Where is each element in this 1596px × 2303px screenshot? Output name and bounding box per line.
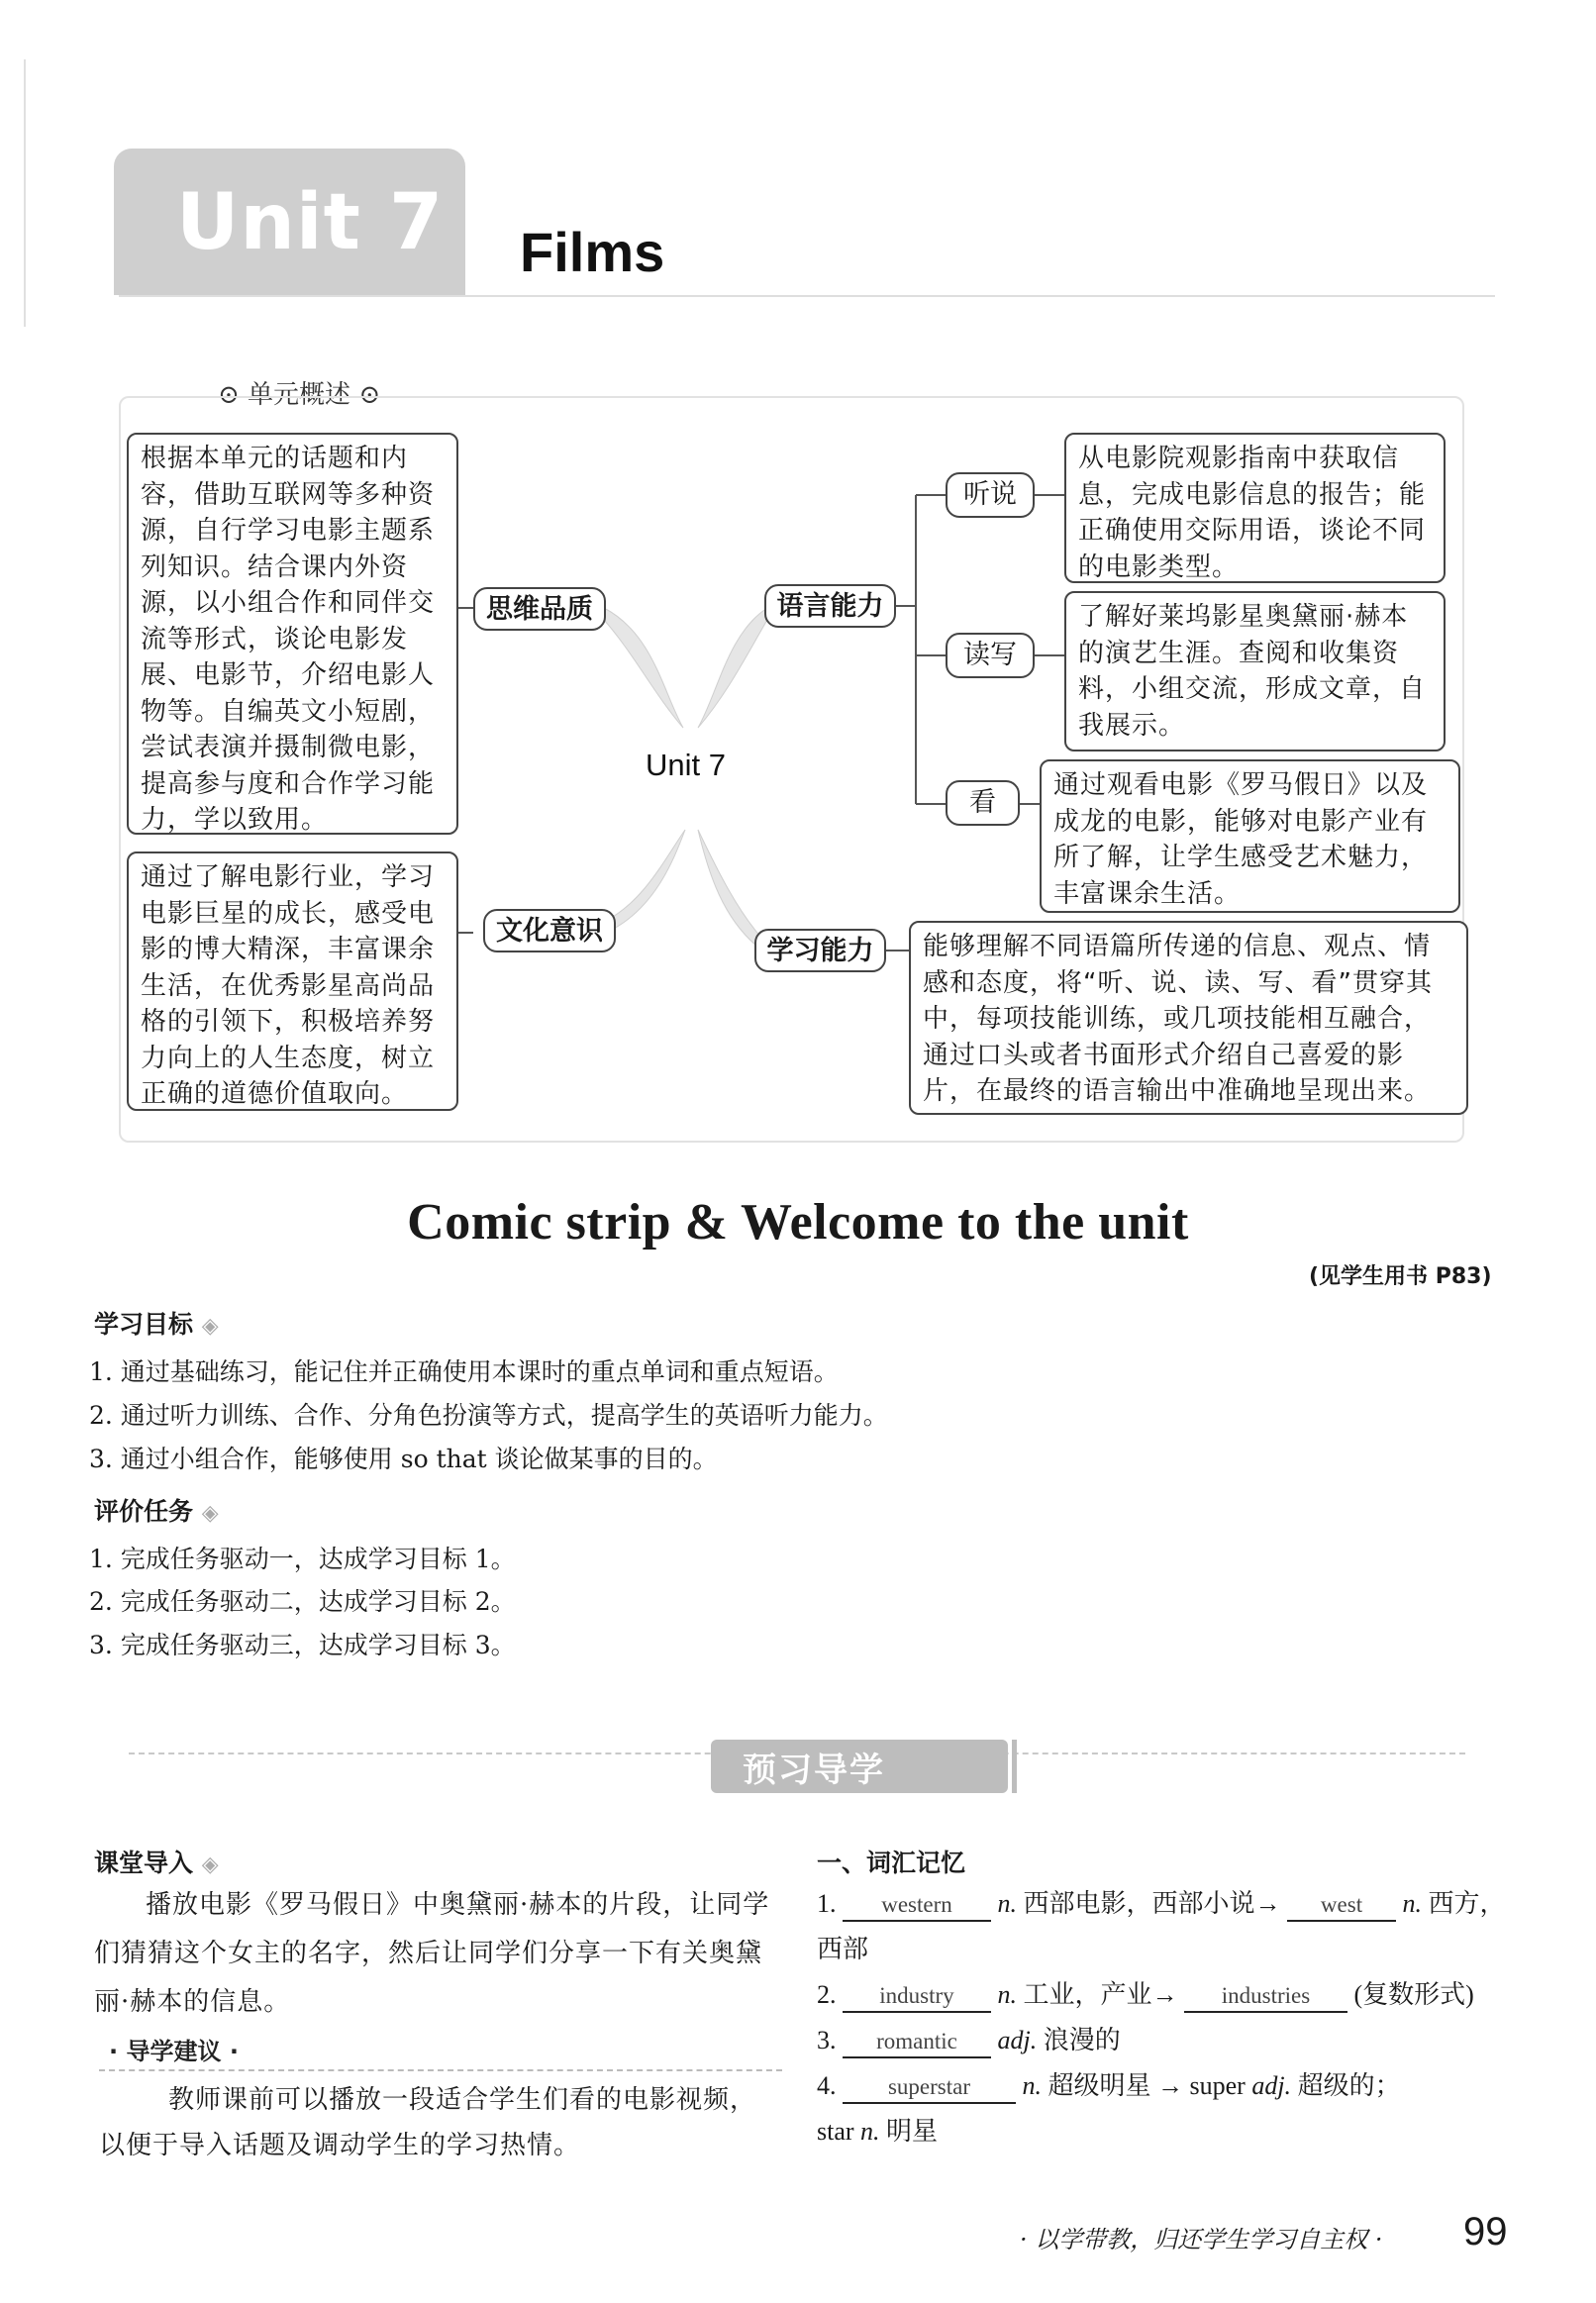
vocab-heading: 一、词汇记忆 (817, 1849, 966, 1877)
tasks-heading: 评价任务 ◈ (94, 1497, 219, 1526)
answer-blank: west (1287, 1890, 1396, 1922)
listen-speak-box: 从电影院观影指南中获取信息，完成电影信息的报告；能正确使用交际用语，谈论不同的电影类型。 (1064, 433, 1446, 583)
node-thinking-quality: 思维品质 (473, 587, 606, 631)
thinking-quality-box: 根据本单元的话题和内容，借助互联网等多种资源，自行学习电影主题系列知识。结合课内外资源，以小组合作和同伴交流等形式，谈论电影发展、电影节，介绍电影人物等。自编英文小短剧，尝试表演并摄制微电影，提高参与度和合作学习能力，学以致用。 (127, 433, 458, 835)
diamond-icon: ◈ (201, 1852, 219, 1877)
banner-tick (1012, 1740, 1017, 1793)
node-learning-ability: 学习能力 (754, 929, 886, 972)
answer-blank: western (843, 1890, 991, 1922)
intro-paragraph: 播放电影《罗马假日》中奥黛丽·赫本的片段，让同学们猜猜这个女主的名字，然后让同学们分享一下有关奥黛丽·赫本的信息。 (94, 1890, 770, 2017)
guide-label: · 导学建议 · (109, 2038, 239, 2065)
diamond-icon: ◈ (201, 1501, 219, 1526)
overview-label: ⊙ 单元概述 ⊙ (218, 380, 381, 410)
node-cultural-awareness: 文化意识 (483, 909, 616, 952)
section-title: Comic strip & Welcome to the unit (407, 1194, 1189, 1251)
branch-shape (698, 830, 762, 951)
goal-item: 2. 通过听力训练、合作、分角色扮演等方式，提高学生的英语听力能力。 (89, 1401, 888, 1430)
diamond-icon: ◈ (201, 1314, 219, 1339)
learning-ability-box: 能够理解不同语篇所传递的信息、观点、情感和态度，将“听、说、读、写、看”贯穿其中，每项技能训练，或几项技能相互融合，通过口头或者书面形式介绍自己喜爱的影片，在最终的语言输出中准确地呈现出来。 (909, 921, 1468, 1115)
goal-item: 1. 通过基础练习，能记住并正确使用本课时的重点单词和重点短语。 (89, 1357, 839, 1386)
branch-shape (604, 608, 683, 728)
unit-title: Films (520, 221, 665, 283)
preview-banner-label: 预习导学 (743, 1751, 885, 1790)
mindmap-center: Unit 7 (646, 748, 726, 782)
goal-item: 3. 通过小组合作，能够使用 so that 谈论做某事的目的。 (89, 1445, 718, 1473)
unit-label: Unit 7 (176, 178, 445, 267)
sub-node-listen-speak: 听说 (946, 472, 1035, 518)
answer-blank: romantic (843, 2027, 991, 2058)
student-book-reference: (见学生用书 P83) (1309, 1264, 1492, 1289)
vocab-item-2: 2. industry n. 工业，产业→ industries (复数形式) (817, 1972, 1510, 2018)
vocab-item-3: 3. romantic adj. 浪漫的 (817, 2018, 1510, 2063)
task-item: 1. 完成任务驱动一，达成学习目标 1。 (89, 1545, 516, 1573)
page-number: 99 (1463, 2210, 1508, 2253)
branch-shape (606, 830, 685, 933)
answer-blank: industry (843, 1981, 991, 2013)
read-write-box: 了解好莱坞影星奥黛丽·赫本的演艺生涯。查阅和收集资料，小组交流，形成文章，自我展示。 (1064, 591, 1446, 751)
goals-heading: 学习目标 ◈ (94, 1310, 219, 1339)
guide-paragraph: 教师课前可以播放一段适合学生们看的电影视频，以便于导入话题及调动学生的学习热情。 (99, 2085, 757, 2160)
task-item: 3. 完成任务驱动三，达成学习目标 3。 (89, 1631, 516, 1659)
guide-divider (99, 2069, 782, 2071)
sub-node-read-write: 读写 (946, 633, 1035, 678)
answer-blank: superstar (843, 2072, 1016, 2104)
task-item: 2. 完成任务驱动二，达成学习目标 2。 (89, 1587, 516, 1616)
node-language-ability: 语言能力 (764, 584, 896, 628)
answer-blank: industries (1184, 1981, 1347, 2013)
cultural-awareness-box: 通过了解电影行业，学习电影巨星的成长，感受电影的博大精深，丰富课余生活，在优秀影星高尚品格的引领下，积极培养努力向上的人生态度，树立正确的道德价值取向。 (127, 851, 458, 1111)
intro-heading: 课堂导入 ◈ (94, 1849, 219, 1877)
vocab-item-1: 1. western n. 西部电影，西部小说→ west n. 西方，西部 (817, 1889, 1506, 1963)
vocab-item-4: 4. superstar n. 超级明星 → super adj. 超级的； star n. 明星 (817, 2071, 1401, 2146)
sub-node-view: 看 (946, 780, 1020, 826)
branch-shape (698, 608, 767, 728)
footer-motto: · 以学带教，归还学生学习自主权 · (1020, 2226, 1383, 2253)
view-box: 通过观看电影《罗马假日》以及成龙的电影，能够对电影产业有所了解，让学生感受艺术魅力，丰富课余生活。 (1040, 759, 1460, 913)
